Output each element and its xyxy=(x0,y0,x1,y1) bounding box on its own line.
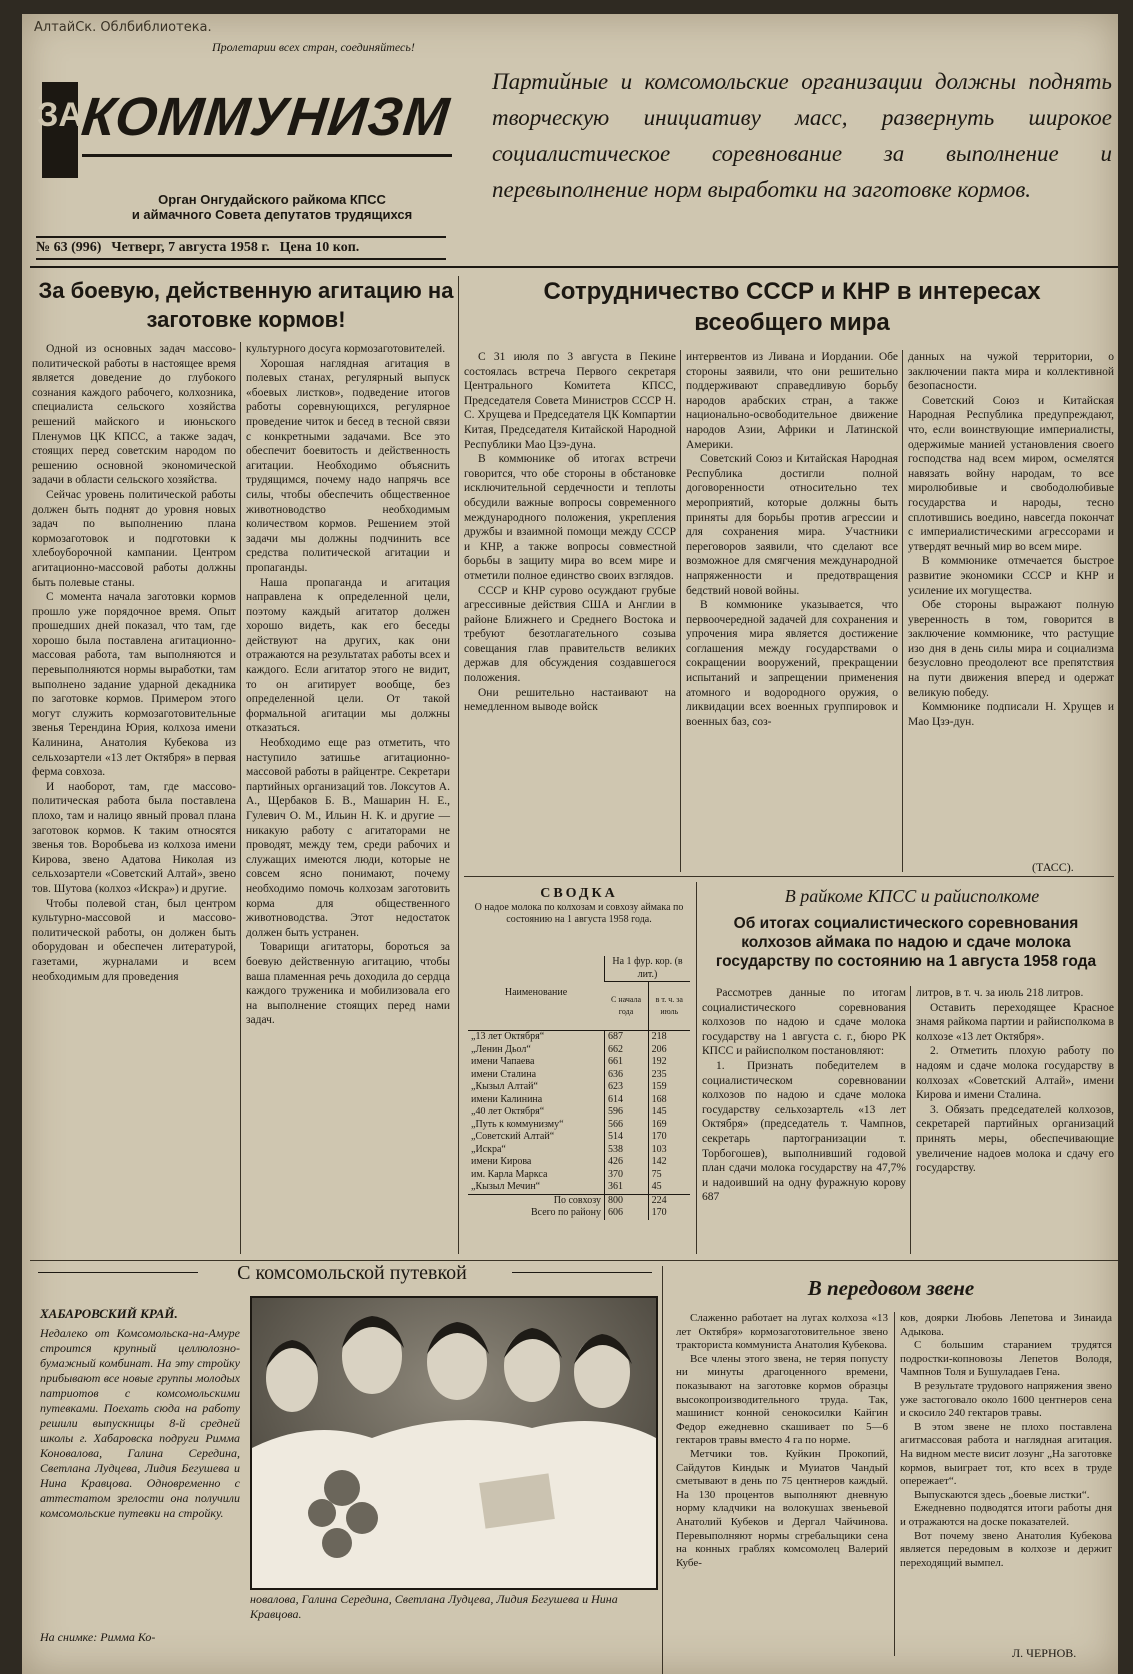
raikom-paragraph: Оставить переходящее Красное знамя райкома партии и райисполкома в колхозе «13 лет Октября». xyxy=(916,1001,1114,1043)
editorial-callout: Партийные и комсомольские организации должны поднять творческую инициативу масс, развернуть широкое социалистическое соревнование за выполнение и перевыполнение норм выработки на заготовке кормов. xyxy=(492,69,1112,202)
column-divider xyxy=(894,1312,895,1656)
agitation-paragraph: Наша пропаганда и агитация направлена к определенной цели, поэтому каждый агитатор должен хорошо видеть, как его беседы действуют на других, как они отражаются на результатах работы всех и каждого. Если агитатор этого не видит, то он агитирует вообще, без определенной цели. От такой формальной агитации мы должны отказаться. xyxy=(246,576,450,735)
svodka-table xyxy=(468,956,690,1220)
farm-name: „Советский Алтай“ xyxy=(471,1131,555,1142)
svodka-row xyxy=(468,1081,690,1094)
svodka-row xyxy=(468,1094,690,1107)
value-year: 426 xyxy=(605,1156,649,1169)
value-july: 235 xyxy=(648,1069,690,1082)
agitation-paragraph: Одной из основных задач массово-политической работы в настоящее время является доведение до глубокого сознания каждого рабочего, колхозника, специалиста сельского хозяйства решений майского и июньского Пленумов ЦК КПСС, а также задач, стоящих перед советским народом по решению основной экономической задачи в области сельского хозяйства. xyxy=(32,343,236,487)
total-year: 606 xyxy=(605,1207,649,1220)
peredovoe-paragraph: С большим старанием трудятся подростки-копновозы Лепетов Володя, Чампнов Толя и Бушуладаев Гена. xyxy=(900,1339,1112,1379)
agitation-paragraph: С момента начала заготовки кормов прошло уже порядочное время. Опыт прошедших дней показал, что там, где хорошо была поставлена агитационно-массовая работа, там выполняются и перевыполняются нормы выработки, там выполнено задание ударной декадника по заготовке кормов. Примером этого могут служить кормозаготовительные звенья Терендина Юрия, колхоза имени Калинина, Анатолия Кубекова из сельхозартели «13 лет Октября» в первая ферма совхоза. xyxy=(32,591,236,779)
farm-name: „Искра“ xyxy=(471,1143,506,1155)
farm-name: имени Сталина xyxy=(471,1068,537,1080)
photo-caption-lead: На снимке: Римма Ко- xyxy=(40,1630,156,1644)
issue-price: Цена 10 коп. xyxy=(279,240,360,255)
cooperation-paragraph: интервентов из Ливана и Иордании. Обе стороны заявили, что они решительно поддерживают справедливую борьбу народов арабских стран, а также национально-освободительное движение народов Азии, Африки и Латинской Америки. xyxy=(686,351,898,451)
farm-name: „Путь к коммунизму“ xyxy=(471,1118,564,1130)
svodka-title: СВОДКА xyxy=(540,886,618,901)
peredovoe-col-1 xyxy=(676,1312,888,1656)
cooperation-headline: Сотрудничество СССР и КНР в интересах всеобщего мира xyxy=(543,278,1041,336)
svodka-row xyxy=(468,1131,690,1144)
organ-line-2: и аймачного Совета депутатов трудящихся xyxy=(131,207,413,222)
value-july: 206 xyxy=(648,1044,690,1057)
peredovoe-col-2 xyxy=(900,1312,1112,1642)
svodka-col-name: Наименование xyxy=(468,956,605,1031)
raikom-paragraph: 2. Отметить плохую работу по надоям и сдаче молока государству в колхозах «Советский Алтай», имени Кирова и имени Сталина. xyxy=(916,1045,1114,1102)
farm-name: „13 лет Октября“ xyxy=(471,1031,545,1042)
value-july: 168 xyxy=(648,1094,690,1107)
raikom-paragraph: 3. Обязать председателей колхозов, секретарей партийных организаций принять меры, обеспечивающие увеличение надоев молока и сдачу его государству. xyxy=(916,1103,1114,1175)
svodka-block xyxy=(468,886,690,926)
headline-rule-left xyxy=(38,1272,198,1273)
value-july: 170 xyxy=(648,1131,690,1144)
agitation-paragraph: Чтобы полевой стан, был центром культурно-массовой и массово-политической работы, он должен быть оборудован и обеспечен литературой, газетами, журналами и всем необходимым для проведения xyxy=(32,897,236,983)
value-year: 662 xyxy=(605,1044,649,1057)
agitation-headline: За боевую, действенную агитацию на заготовке кормов! xyxy=(38,278,454,332)
peredovoe-author: Л. ЧЕРНОВ. xyxy=(1012,1646,1077,1660)
cooperation-col-2 xyxy=(686,350,898,872)
organ-line-1: Орган Онгудайского райкома КПСС xyxy=(158,192,386,207)
value-year: 614 xyxy=(605,1094,649,1107)
total-label: Всего по району xyxy=(530,1207,601,1218)
value-year: 596 xyxy=(605,1106,649,1119)
masthead-title: КОММУНИЗМ xyxy=(78,87,453,147)
section-rule xyxy=(464,876,1114,877)
agitation-paragraph: Необходимо еще раз отметить, что наступило затишье агитационно-массовой работы в райцентре. Секретари партийных организаций тов. Локсутов А. А., Щербаков Б. В., Машарин Н. Е., Гулевич О. М., Ильин Н. К. и другие — никакую работу с агитаторами не проводят, между тем, среди рабочих и служащих имеются люди, которые не совсем ясно понимают, почему необходимо помочь колхозам заготовить корма для общественного животноводства. Этот недостаток должен быть устранен. xyxy=(246,737,450,939)
farm-name: „Кызыл Алтай“ xyxy=(471,1081,538,1092)
value-july: 142 xyxy=(648,1156,690,1169)
svodka-col-b: в т. ч. за июль xyxy=(648,982,690,1031)
cooperation-paragraph: В коммюнике указывается, что первоочередной задачей для сохранения и упрочения мира является достижение соглашения между государствами о сокращении вооружений, прекращении испытаний и запрещении применения атомного и водородного оружия, о ликвидации всех военных группировок и военных баз, соз- xyxy=(686,599,898,728)
slogan: Пролетарии всех стран, соединяйтесь! xyxy=(212,40,415,54)
svodka-row xyxy=(468,1156,690,1169)
raikom-col-2 xyxy=(916,986,1114,1254)
svodka-row xyxy=(468,1144,690,1157)
value-year: 361 xyxy=(605,1181,649,1194)
farm-name: „Ленин Дьол“ xyxy=(471,1043,531,1055)
value-july: 218 xyxy=(648,1031,690,1044)
komsomol-photo xyxy=(250,1296,658,1590)
agitation-paragraph: Товарищи агитаторы, бороться за боевую действенную агитацию, чтобы ваша пламенная речь доходила до сердца каждого труженика и мобилизовала его на выполнение стоящих перед нами задач. xyxy=(246,941,450,1027)
peredovoe-paragraph: Вот почему звено Анатолия Кубекова является передовым в колхозе и держит переходящий вымпел. xyxy=(900,1529,1112,1569)
svodka-row xyxy=(468,1069,690,1082)
svodka-row xyxy=(468,1181,690,1194)
peredovoe-headline: В передовом звене xyxy=(807,1276,975,1300)
svodka-row xyxy=(468,1106,690,1119)
peredovoe-paragraph: В этом звене не плохо поставлена агитмассовая работа и наглядная агитация. На видном месте висит лозунг „На заготовке кормов, выиграет тот, кто всех в труде опережает“. xyxy=(900,1420,1112,1488)
value-year: 566 xyxy=(605,1119,649,1132)
total-year: 800 xyxy=(605,1194,649,1207)
svodka-total-row xyxy=(468,1194,690,1207)
issue-line xyxy=(36,236,446,260)
diploma-booklet xyxy=(479,1473,555,1528)
agitation-paragraph: И наоборот, там, где массово-политическая работа была поставлена плохо, там и налицо явный провал плана заготовок кормов. К таким относятся звенья тов. Воробьева из колхоза имени Кирова, звено Адатова Николая из сельхозартели «Советский Алтай», звено тов. Шутова (колхоз «Искра») и другие. xyxy=(32,780,236,895)
cooperation-paragraph: Советский Союз и Китайская Народная Республика предупреждают, что, если воинствующие империалисты, одержимые манией установления своего господства над всем миром, осмелятся навязать войну народам, то все миролюбивые и свободолюбивые государства и народы, тесно сплотившись воедино, навсегда покончат с империалистическими агрессорами и утвердят вечный мир во всем мире. xyxy=(908,394,1114,553)
value-year: 687 xyxy=(605,1031,649,1044)
value-year: 538 xyxy=(605,1144,649,1157)
section-rule xyxy=(30,1260,1118,1261)
column-divider xyxy=(902,350,903,872)
tass-credit: (ТАСС). xyxy=(1032,860,1074,874)
organ-subtitle xyxy=(92,192,452,222)
peredovoe-paragraph: Слаженно работает на лугах колхоза «13 лет Октября» кормозаготовительное звено тракториста коммуниста Анатолия Кубекова. xyxy=(676,1312,888,1352)
photo-caption: новалова, Галина Середина, Светлана Лудцева, Лидия Бегушева и Нина Кравцова. xyxy=(250,1592,618,1621)
agitation-col-2 xyxy=(246,342,450,1254)
library-stamp: АлтайСк. Облбиблиотека. xyxy=(34,20,212,35)
cooperation-col-1 xyxy=(464,350,676,872)
raikom-col-1 xyxy=(702,986,906,1254)
komsomol-headline: С комсомольской путевкой xyxy=(237,1262,467,1284)
svodka-row xyxy=(468,1169,690,1182)
column-divider xyxy=(662,1266,663,1674)
cooperation-paragraph: Обе стороны выражают полную уверенность в том, говорится в заключение коммюнике, что растущие изо дня в день силы мира и социализма безусловно преодолеют все препятствия на пути движения вперед и одержат великую победу. xyxy=(908,599,1114,699)
column-divider xyxy=(696,882,697,1254)
svodka-subtitle: О надое молока по колхозам и совхозу аймака по состоянию на 1 августа 1958 года. xyxy=(474,902,684,925)
cooperation-paragraph: С 31 июля по 3 августа в Пекине состоялась встреча Первого секретаря Центрального Комитета КПСС, Председателя Совета Министров СССР Н. С. Хрущева и Председателя ЦК Компартии Китая, Председателя Китайской Народной Республики Мао Цзэ-дуна. xyxy=(464,351,677,451)
raikom-headline: Об итогах социалистического соревнования колхозов аймака по надою и сдаче молока государству по состоянию на 1 августа 1958 года xyxy=(715,915,1097,970)
newspaper-page xyxy=(22,14,1118,1674)
raikom-paragraph: Рассмотрев данные по итогам социалистического соревнования колхозов по надою и сдаче молока государству на 1 августа с. г., бюро РК КПСС и райисполком постановляют: xyxy=(702,987,906,1058)
svodka-col-a: С начала года xyxy=(605,982,649,1031)
cooperation-paragraph: Советский Союз и Китайская Народная Республика достигли полной договоренности относительно тех мероприятий, которые должны быть приняты для борьбы против агрессии и для сохранения мира. Участники переговоров заявили, что сделают все возможное для смягчения международной напряженности и предотвращения бедствий новой войны. xyxy=(686,453,898,597)
value-july: 169 xyxy=(648,1119,690,1132)
raikom-kicker: В райкоме КПСС и райисполкоме xyxy=(784,886,1040,906)
value-year: 636 xyxy=(605,1069,649,1082)
value-year: 370 xyxy=(605,1169,649,1182)
peredovoe-paragraph: Все члены этого звена, не теряя попусту ни минуты драгоценного времени, показывают на заготовке кормов образцы высокопроизводительного труда. Так, машинист конной сенокосилки Кайгин Федор ежедневно скашивает по 5—6 гектаров травы вместо 4 га по норме. xyxy=(676,1352,888,1447)
value-july: 159 xyxy=(648,1081,690,1094)
cooperation-paragraph: В коммюнике отмечается быстрое развитие экономики СССР и КНР и усиление их могущества. xyxy=(908,555,1114,597)
column-divider xyxy=(458,276,459,1254)
masthead-rule xyxy=(30,266,1118,268)
issue-date: Четверг, 7 августа 1958 г. xyxy=(111,240,270,255)
svodka-col-group: На 1 фур. кор. (в лит.) xyxy=(605,956,691,982)
farm-name: имени Кирова xyxy=(471,1156,532,1167)
masthead-za-logo xyxy=(37,82,83,178)
farm-name: имени Калинина xyxy=(471,1093,543,1105)
agitation-paragraph: культурного досуга кормозаготовителей. xyxy=(246,343,446,355)
cooperation-paragraph: Коммюнике подписали Н. Хрущев и Мао Цзэ-дун. xyxy=(908,701,1114,728)
peredovoe-paragraph: Выпускаются здесь „боевые листки“. xyxy=(914,1488,1090,1501)
svodka-row xyxy=(468,1056,690,1069)
cooperation-col-3 xyxy=(908,350,1114,854)
column-divider xyxy=(680,350,681,872)
svodka-header-row xyxy=(468,956,690,982)
cooperation-paragraph: СССР и КНР сурово осуждают грубые агрессивные действия США и Англии в районе Ближнего и Среднего Востока и требуют безотлагательного созыва совещания глав правительств великих держав для обсуждения создавшегося положения. xyxy=(464,584,676,685)
value-year: 623 xyxy=(605,1081,649,1094)
total-july: 170 xyxy=(648,1207,690,1220)
headline-rule-right xyxy=(512,1272,652,1273)
cooperation-paragraph: Они решительно настаивают на немедленном выводе войск xyxy=(464,686,676,714)
agitation-paragraph: Хорошая наглядная агитация в полевых станах, регулярный выпуск «боевых листков», подведение итогов работы соревнующихся, регулярное проведение читок и бесед в тесной связи с конкретными задачами. Все это обеспечит боевитость и действенность агитации. Необходимо объяснить трудящимся, почему надо напрячь все силы, чтобы обеспечить общественное животноводство необходимым количеством кормов. Решением этой задачи мы должны подчинить все средства политической агитации и пропаганды. xyxy=(246,357,450,574)
agitation-col-1 xyxy=(32,342,236,1254)
masthead-za-text: ЗА xyxy=(37,96,83,134)
cooperation-paragraph: В коммюнике об итогах встречи говорится, что обе стороны в обстановке исключительной сердечности и теплоты обсудили важные вопросы современного международного положения, укрепления дружбы и взаимной помощи между СССР и КНР, а также вопросы совместной борьбы в защиту мира во всем мире и отметили полное единство своих взглядов. xyxy=(464,453,676,582)
farm-name: имени Чапаева xyxy=(471,1056,535,1067)
value-july: 45 xyxy=(648,1181,690,1194)
masthead-underline xyxy=(82,154,452,157)
total-july: 224 xyxy=(648,1194,690,1207)
value-year: 514 xyxy=(605,1131,649,1144)
agitation-paragraph: Сейчас уровень политической работы должен быть поднят до уровня новых задач по выполнению плана кормозаготовок и подготовки к хлебоуборочной кампании. Центром агитационно-массовой работы должны быть полевые станы. xyxy=(32,488,236,589)
komsomol-text: Недалеко от Комсомольска-на-Амуре строится крупный целлюлозно-бумажный комбинат. На эту стройку прибывают все новые группы молодых патриотов с комсомольскими путевками. Поехать сюда на работу решили выпускницы 8-й средней школы г. Хабаровска подруги Римма Коновалова, Галина Середина, Светлана Лудцева, Лидия Бегушева и Нина Кравцова. Одновременно с аттестатом зрелости она получили комсомольские путевки на стройку. xyxy=(40,1326,240,1520)
column-divider xyxy=(910,986,911,1254)
issue-number: № 63 (996) xyxy=(36,240,102,255)
svodka-row xyxy=(468,1044,690,1057)
svodka-total-row xyxy=(468,1207,690,1220)
peredovoe-paragraph: В результате трудового напряжения звено уже застоговало около 1600 центнеров сена и скосило 240 гектаров травы. xyxy=(900,1379,1112,1420)
komsomol-dateline: ХАБАРОВСКИЙ КРАЙ. xyxy=(40,1306,178,1321)
peredovoe-paragraph: Метчики тов. Куйкин Прокопий, Сайдутов Киндык и Муиатов Чандый сметывают в день по 75 центнеров каждый. На 130 процентов выполняют дневную норму кладчики на волокушах звеньевой Анатолий Кубеков и Дергал Чайчинова. Перевыполняют нормы сгребальщики сена на конных граблях комсомолец Валерий Кубе- xyxy=(676,1447,888,1569)
svodka-row xyxy=(468,1119,690,1132)
column-divider xyxy=(240,342,241,1254)
raikom-paragraph: литров, в т. ч. за июль 218 литров. xyxy=(916,987,1084,999)
peredovoe-paragraph: ков, доярки Любовь Лепетова и Зинаида Адыкова. xyxy=(900,1312,1112,1338)
value-july: 192 xyxy=(648,1056,690,1069)
value-year: 661 xyxy=(605,1056,649,1069)
farm-name: „40 лет Октября“ xyxy=(471,1106,545,1117)
peredovoe-paragraph: Ежедневно подводятся итоги работы дня и отражаются на доске показателей. xyxy=(900,1502,1112,1528)
value-july: 75 xyxy=(648,1169,690,1182)
value-july: 103 xyxy=(648,1144,690,1157)
total-label: По совхозу xyxy=(553,1194,601,1206)
svodka-row xyxy=(468,1031,690,1044)
raikom-paragraph: 1. Признать победителем в социалистическом соревновании колхозов по надою и сдаче молока государству сельхозартель «13 лет Октября» (председатель т. Чампнов, секретарь партогранизации т. Торбогошев), выполнивший годовой план сдачи молока государству на 47,7% и надоивший на одну фуражную корову 687 xyxy=(702,1059,906,1204)
farm-name: им. Карла Маркса xyxy=(471,1168,548,1180)
cooperation-paragraph: данных на чужой территории, о заключении пакта мира и коллективной безопасности. xyxy=(908,351,1114,393)
value-july: 145 xyxy=(648,1106,690,1119)
farm-name: „Кызыл Мечин“ xyxy=(471,1181,541,1192)
